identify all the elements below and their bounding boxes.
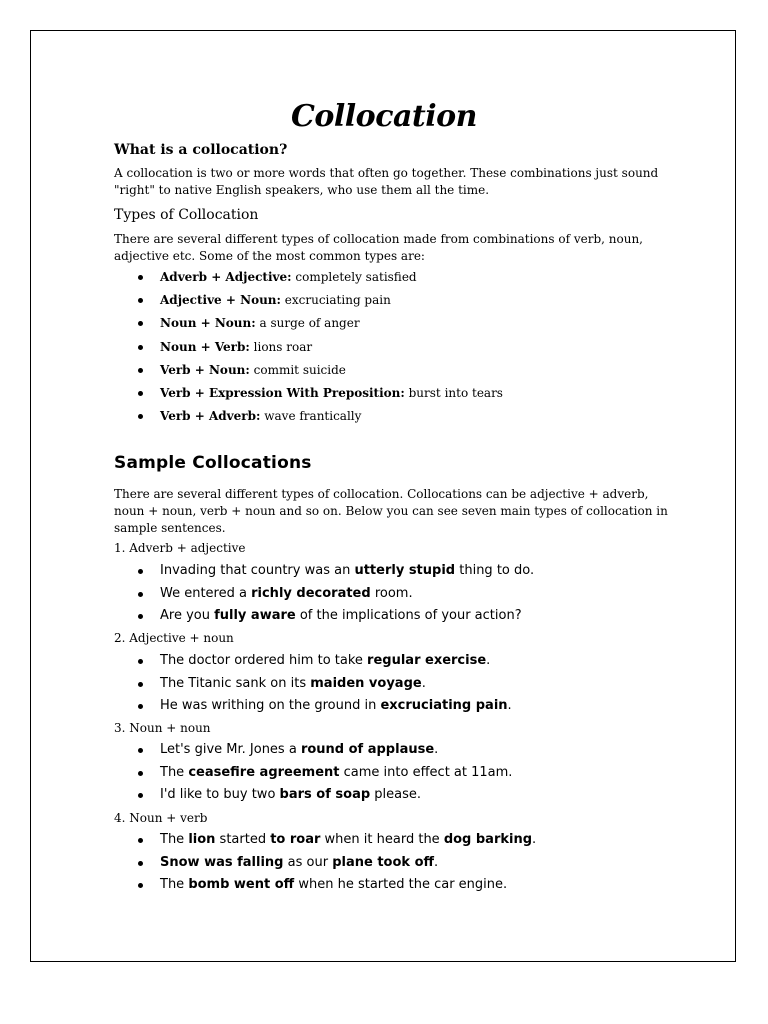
type-example: burst into tears [404, 385, 503, 400]
example-sentence [114, 676, 512, 699]
sentence-text: Let's give Mr. Jones a [160, 742, 301, 757]
sample-heading: Sample Collocations [114, 453, 312, 473]
what-heading: What is a collocation? [114, 142, 288, 158]
type-example: completely satisfied [291, 270, 417, 284]
example-sentence [114, 855, 536, 878]
sentence-text: started [215, 832, 271, 847]
group-heading: 1. Adverb + adjective [114, 541, 246, 555]
collocation-phrase: utterly stupid [354, 563, 456, 578]
collocation-phrase: ceasefire agreement [188, 764, 340, 780]
type-label: Verb + Noun: [160, 362, 250, 377]
group-heading: 2. Adjective + noun [114, 631, 234, 645]
sentence-text: came into effect at 11am. [339, 764, 513, 780]
sentence-text: . [421, 675, 426, 691]
sentence-text: room. [370, 585, 413, 601]
sentence-text: thing to do. [455, 563, 535, 578]
sentence-text: . [507, 698, 512, 713]
example-sentence [114, 765, 512, 788]
sentence-text: Are you [160, 608, 215, 623]
type-example: commit suicide [249, 362, 346, 377]
collocation-phrase: dog barking [443, 832, 533, 847]
example-sentence [114, 832, 536, 855]
group-heading: 3. Noun + noun [114, 721, 211, 735]
types-list [114, 269, 503, 431]
collocation-phrase: fully aware [214, 608, 296, 623]
sentence-text: when it heard the [320, 832, 444, 847]
collocation-phrase: plane took off [332, 854, 435, 870]
collocation-phrase: round of applause [300, 742, 435, 757]
sentence-text: of the implications of your action? [295, 608, 522, 623]
list-item [114, 269, 503, 292]
sentence-text: We entered a [160, 585, 252, 601]
sentence-text: The [160, 877, 189, 892]
list-item [114, 408, 503, 431]
sentence-text: . [434, 854, 439, 870]
example-sentence [114, 608, 534, 631]
type-example: excruciating pain [280, 293, 391, 308]
example-sentence [114, 877, 536, 900]
sentence-text: The Titanic sank on its [160, 675, 311, 691]
example-list [114, 653, 512, 721]
document-page [30, 30, 736, 962]
types-heading: Types of Collocation [114, 207, 259, 223]
group-heading: 4. Noun + verb [114, 811, 208, 825]
type-label: Verb + Adverb: [160, 409, 261, 424]
collocation-phrase: maiden voyage [310, 675, 422, 691]
example-sentence [114, 742, 512, 765]
sentence-text: I'd like to buy two [160, 787, 280, 802]
types-paragraph: There are several different types of collocation made from combinations of verb, noun, adjective etc. Some of the most common types are: [114, 232, 643, 263]
sentence-text: when he started the car engine. [294, 877, 508, 892]
collocation-phrase: excruciating pain [380, 698, 508, 713]
example-list [114, 563, 534, 631]
list-item [114, 315, 503, 338]
sentence-text: . [434, 742, 439, 757]
what-paragraph: A collocation is two or more words that often go together. These combinations just sound "right" to native English speakers, who use them all the time. [114, 166, 659, 197]
example-list [114, 742, 512, 810]
collocation-phrase: lion [188, 832, 216, 847]
collocation-phrase: richly decorated [251, 585, 371, 601]
example-sentence [114, 563, 534, 586]
sample-paragraph: There are several different types of collocation. Collocations can be adjective + adverb, noun + noun, verb + noun and so on. Below you can see seven main types of collocation in sample sentences. [114, 487, 668, 535]
type-label: Adverb + Adjective: [160, 270, 292, 284]
sentence-text: The [160, 832, 189, 847]
type-example: wave frantically [260, 409, 362, 424]
type-label: Noun + Noun: [160, 316, 256, 331]
example-list [114, 832, 536, 900]
type-label: Verb + Expression With Preposition: [160, 385, 405, 400]
sentence-text: as our [283, 854, 333, 870]
page-title: Collocation [291, 99, 477, 134]
sentence-text: Invading that country was an [160, 563, 355, 578]
collocation-phrase: bomb went off [188, 877, 295, 892]
type-example: a surge of anger [255, 316, 360, 331]
collocation-phrase: to roar [270, 832, 321, 847]
sentence-text: The [160, 764, 189, 780]
collocation-phrase: Snow was falling [160, 854, 284, 870]
list-item [114, 362, 503, 385]
collocation-phrase: regular exercise [367, 653, 487, 668]
list-item [114, 385, 503, 408]
list-item [114, 339, 503, 362]
example-sentence [114, 653, 512, 676]
sentence-text: He was writhing on the ground in [160, 698, 381, 713]
sentence-text: . [486, 653, 491, 668]
type-label: Noun + Verb: [160, 339, 250, 354]
type-label: Adjective + Noun: [160, 293, 281, 308]
type-example: lions roar [249, 339, 313, 354]
sentence-text: . [532, 832, 537, 847]
collocation-phrase: bars of soap [279, 787, 371, 802]
sentence-text: please. [370, 787, 422, 802]
example-sentence [114, 787, 512, 810]
example-sentence [114, 586, 534, 609]
sentence-text: The doctor ordered him to take [160, 653, 368, 668]
list-item [114, 292, 503, 315]
example-sentence [114, 698, 512, 721]
